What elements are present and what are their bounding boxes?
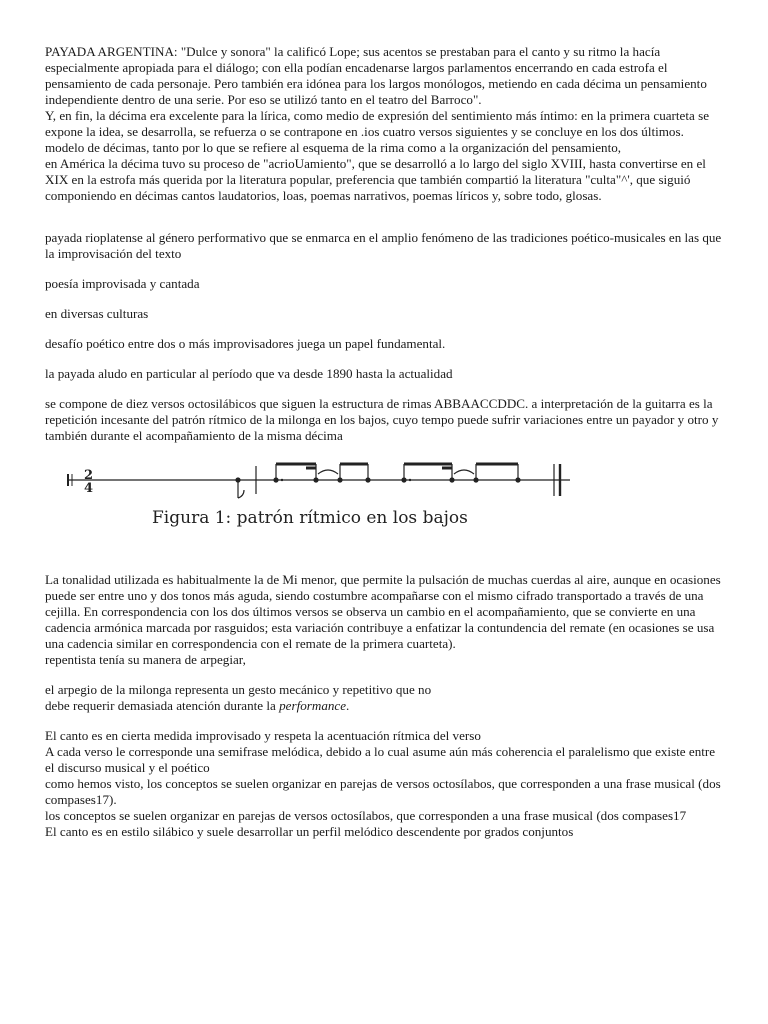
- document-page: [45, 44, 725, 840]
- canto-line-4: los conceptos se suelen organizar en parejas de versos octosílabos, que corresponden a una frase musical (dos compases17: [45, 808, 687, 823]
- tonalidad-paragraph: La tonalidad utilizada es habitualmente la de Mi menor, que permite la pulsación de muchas cuerdas al aire, aunque en ocasiones puede ser entre uno y dos tonos más aguda, siendo costumbre acompañarse con el mismo cifrado transportado a través de una cejilla. En correspondencia con los dos últimos versos se observa un cambio en el acompañamiento, que se convierte en una cadencia armónica marcada por rasguidos; esta variación contribuye a enfatizar la contundencia del remate (en ocasiones se usa una cadencia similar en correspondencia con el remate de la primera cuarteta).: [45, 572, 721, 651]
- poesia-improvisada-note: poesía improvisada y cantada: [45, 276, 200, 291]
- arpegio-line-2-prefix: debe requerir demasiada atención durante la: [45, 698, 280, 713]
- estructura-rimas-note: se compone de diez versos octosilábicos que siguen la estructura de rimas ABBAACCDDC. a interpretación de la guitarra es la repetición incesante del patrón rítmico de la milonga en los bajos, cuyo tempo puede sufrir variaciones entre un payador y otro y también durante el acompañamiento de la misma décima: [45, 396, 719, 443]
- time-signature-top: 2: [84, 468, 94, 483]
- intro-block: [45, 44, 725, 204]
- arpegio-block: [45, 682, 725, 714]
- figure-caption: Figura 1: patrón rítmico en los bajos: [152, 508, 468, 528]
- arpegio-line-1: el arpegio de la milonga representa un gesto mecánico y repetitivo que no: [45, 682, 432, 697]
- canto-line-5: El canto es en estilo silábico y suele desarrollar un perfil melódico descendente por grados conjuntos: [45, 824, 574, 839]
- canto-line-3: como hemos visto, los conceptos se suelen organizar en parejas de versos octosílabos, que corresponden a una frase musical (dos compases17).: [45, 776, 721, 807]
- repentista-line: repentista tenía su manera de arpegiar,: [45, 652, 246, 667]
- canto-line-1: El canto es en cierta medida improvisado y respeta la acentuación rítmica del verso: [45, 728, 481, 743]
- payada-rioplatense-note: payada rioplatense al género performativo que se enmarca en el amplio fenómeno de las tradiciones poético-musicales en las que la improvisación del texto: [45, 230, 722, 261]
- arpegio-line-2-suffix: .: [346, 698, 350, 713]
- periodo-note: la payada aludo en particular al período que va desde 1890 hasta la actualidad: [45, 366, 453, 381]
- rhythm-staff: [60, 452, 580, 512]
- decima-lirica-paragraph: Y, en fin, la décima era excelente para la lírica, como medio de expresión del sentimiento más íntimo: en la primera cuarteta se expone la idea, se desarrolla, se refuerza o se contrapone en .ios cuatro versos siguientes y se concluye en los dos últimos. modelo de décimas, tanto por lo que se refiere al esquema de la rima como a la organización del pensamiento,: [45, 108, 710, 155]
- performance-word: performance: [279, 698, 347, 713]
- canto-line-2: A cada verso le corresponde una semifrase melódica, debido a lo cual asume aún más coherencia el paralelismo que existe entre el discurso musical y el poético: [45, 744, 716, 775]
- arpegio-line-2: [45, 698, 725, 714]
- payada-argentina-paragraph: PAYADA ARGENTINA: "Dulce y sonora" la calificó Lope; sus acentos se prestaban para el canto y su ritmo la hacía especialmente apropiada para el diálogo; con ella podían encadenarse largos parlamentos encerrando en cada estrofa el pensamiento de cada personaje. Pero también era idónea para los largos monólogos, metiendo en cada décima un pensamiento independiente dentro de una serie. Por eso se utilizó tanto en el teatro del Barroco".: [45, 44, 707, 107]
- canto-block: [45, 728, 725, 840]
- desafio-poetico-note: desafío poético entre dos o más improvisadores juega un papel fundamental.: [45, 336, 446, 351]
- time-signature-bottom: 4: [84, 481, 94, 496]
- rhythm-figure: [45, 452, 725, 562]
- america-decima-paragraph: en América la décima tuvo su proceso de "acrioUamiento", que se desarrolló a lo largo del siglo XVIII, hasta convertirse en el XIX en la estrofa más querida por la literatura popular, preferencia que también compartió la literatura "culta"^', que siguió componiendo en décimas cantos laudatorios, loas, poemas narrativos, poemas líricos y, sobre todo, glosas.: [45, 156, 706, 203]
- diversas-culturas-note: en diversas culturas: [45, 306, 149, 321]
